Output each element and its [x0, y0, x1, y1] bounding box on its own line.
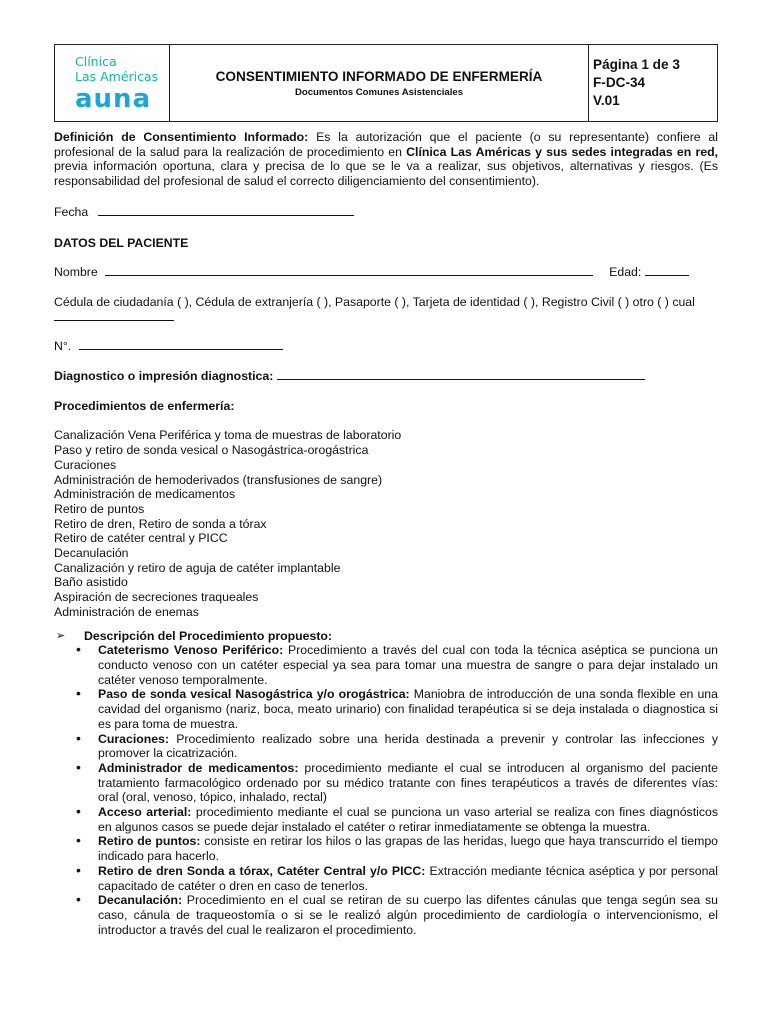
- description-item: [54, 687, 718, 731]
- procedure-item: Curaciones: [54, 457, 117, 472]
- logo-line-2: Las Américas: [75, 69, 159, 84]
- clinic-logo: [55, 54, 169, 112]
- definition-paragraph: [54, 130, 718, 189]
- description-text: Procedimiento en el cual se retiran de su cuerpo las difentes cánulas que tenga según sea su caso, cánula de traqueostomía o si se le realizó algún procedimiento de cardiología o intervencionismo, el introductor a través del cual le realizaron el procedimiento.: [98, 893, 718, 937]
- description-heading: ➢ Descripción del Procedimiento propuesto:: [54, 629, 718, 644]
- procedure-item: Retiro de catéter central y PICC: [54, 531, 228, 546]
- description-item: [54, 834, 718, 863]
- document-code: F-DC-34: [593, 75, 646, 90]
- description-text: Extracción mediante técnica aséptica y por personal capacitado de catéter o dren en caso de tenerlos.: [98, 863, 719, 893]
- procedure-item: Canalización Vena Periférica y toma de muestras de laboratorio: [54, 428, 402, 443]
- description-term: Retiro de puntos:: [98, 834, 201, 849]
- description-item: [54, 761, 718, 805]
- procedure-item: Aspiración de secreciones traqueales: [54, 590, 259, 605]
- nombre-label: Nombre: [54, 265, 98, 280]
- description-item: [54, 864, 718, 893]
- id-number-label: N°.: [54, 339, 72, 354]
- fecha-label: Fecha: [54, 204, 89, 219]
- id-type-options: Cédula de ciudadanía ( ), Cédula de extranjería ( ), Pasaporte ( ), Tarjeta de identidad ( ), Registro Civil ( ) otro ( ) cual: [54, 294, 695, 309]
- document-header: [54, 44, 718, 122]
- description-item: [54, 805, 718, 834]
- id-type-row: [54, 295, 718, 324]
- document-title: CONSENTIMIENTO INFORMADO DE ENFERMERÍA: [215, 68, 543, 84]
- diagnosis-row: [54, 369, 718, 384]
- procedure-item: Baño asistido: [54, 575, 128, 590]
- procedure-item: Decanulación: [54, 546, 129, 561]
- description-text: Maniobra de introducción de una sonda flexible en una cavidad del organismo (nariz, boca, meato urinario) con finalidad terapéutica si se deja instalada o diagnostica si es para toma de muestra.: [98, 687, 718, 731]
- document-body: [54, 130, 718, 937]
- description-text: Procedimiento realizado sobre una herida destinada a prevenir y controlar las infecciones y promover la cicatrización.: [98, 731, 718, 761]
- description-term: Paso de sonda vesical Nasogástrica y/o orogástrica:: [98, 687, 410, 702]
- description-term: Administrador de medicamentos:: [98, 760, 299, 775]
- logo-brand: auna: [75, 84, 152, 114]
- definition-label: Definición de Consentimiento Informado:: [54, 130, 309, 144]
- description-text: procedimiento mediante el cual se punciona un vaso arterial se realiza con fines diagnósticos en algunos casos se puede dejar instalado el catéter o retirar inmediatamente se obtenga la muestra.: [98, 805, 718, 834]
- nombre-row: [54, 265, 718, 280]
- page-number: Página 1 de 3: [593, 57, 680, 72]
- description-term: Curaciones:: [98, 731, 170, 746]
- description-term: Decanulación:: [98, 893, 183, 908]
- procedure-item: Retiro de dren, Retiro de sonda a tórax: [54, 516, 267, 531]
- id-other-field[interactable]: [54, 310, 174, 321]
- id-number-row: [54, 339, 718, 354]
- procedure-item: Retiro de puntos: [54, 501, 145, 516]
- edad-label: Edad:: [609, 265, 642, 280]
- description-term: Cateterismo Venoso Periférico:: [98, 643, 284, 658]
- description-text: Procedimiento a través del cual con toda la técnica aséptica se punciona un conducto venoso con un catéter especial ya sea para tomar una muestra de sangre o para dejar instalado un catéter venoso temporalmente.: [98, 643, 719, 687]
- procedure-item: Paso y retiro de sonda vesical o Nasogástrica-orogástrica: [54, 443, 369, 458]
- fecha-row: [54, 205, 718, 220]
- description-item: [54, 732, 718, 761]
- document-version: V.01: [593, 93, 620, 108]
- logo-cell: [55, 45, 170, 122]
- description-item: [54, 643, 718, 687]
- edad-field[interactable]: [645, 265, 689, 276]
- procedure-item: Administración de hemoderivados (transfusiones de sangre): [54, 472, 383, 487]
- fecha-field[interactable]: [98, 205, 354, 216]
- logo-line-1: Clínica: [75, 54, 117, 69]
- nombre-field[interactable]: [105, 265, 593, 276]
- procedures-heading: Procedimientos de enfermería:: [54, 398, 235, 413]
- id-number-field[interactable]: [79, 339, 283, 350]
- patient-heading: DATOS DEL PACIENTE: [54, 235, 189, 250]
- definition-text-1: Es la autorización que el paciente (o su representante) confiere al profesional de la salud para la realización de procedimiento en: [54, 130, 718, 159]
- description-term: Acceso arterial:: [98, 805, 192, 820]
- description-term: Retiro de dren Sonda a tórax, Catéter Central y/o PICC:: [98, 863, 426, 878]
- procedure-item: Administración de medicamentos: [54, 487, 236, 502]
- procedure-item: Canalización y retiro de aguja de catéter implantable: [54, 560, 341, 575]
- diagnosis-label: Diagnostico o impresión diagnostica:: [54, 369, 274, 384]
- meta-cell: [589, 45, 718, 122]
- procedures-list: [54, 428, 718, 619]
- diagnosis-field[interactable]: [277, 369, 645, 380]
- procedure-item: Administración de enemas: [54, 604, 199, 619]
- document-subtitle: Documentos Comunes Asistenciales: [294, 86, 464, 98]
- definition-bold-text: Clínica Las Américas y sus sedes integradas en red,: [406, 144, 718, 159]
- description-item: [54, 893, 718, 937]
- description-text: procedimiento mediante el cual se introducen al organismo del paciente tratamiento farmacológico ordenado por su médico tratante con fines terapéuticos a través de diferentes vías: oral (oral, venoso, tópico, inhalado, rectal): [98, 760, 718, 805]
- description-text: consiste en retirar los hilos o las grapas de las heridas, luego que haya transcurrido el tiempo indicado para hacerlo.: [98, 834, 718, 864]
- definition-text-2: previa información oportuna, clara y precisa de lo que se le va a realizar, sus objetivos, alternativas y riesgos. (Es responsabilidad del profesional de salud el correcto diligenciamiento del consentimiento).: [54, 159, 718, 189]
- description-list: [54, 643, 718, 937]
- title-cell: [170, 45, 589, 122]
